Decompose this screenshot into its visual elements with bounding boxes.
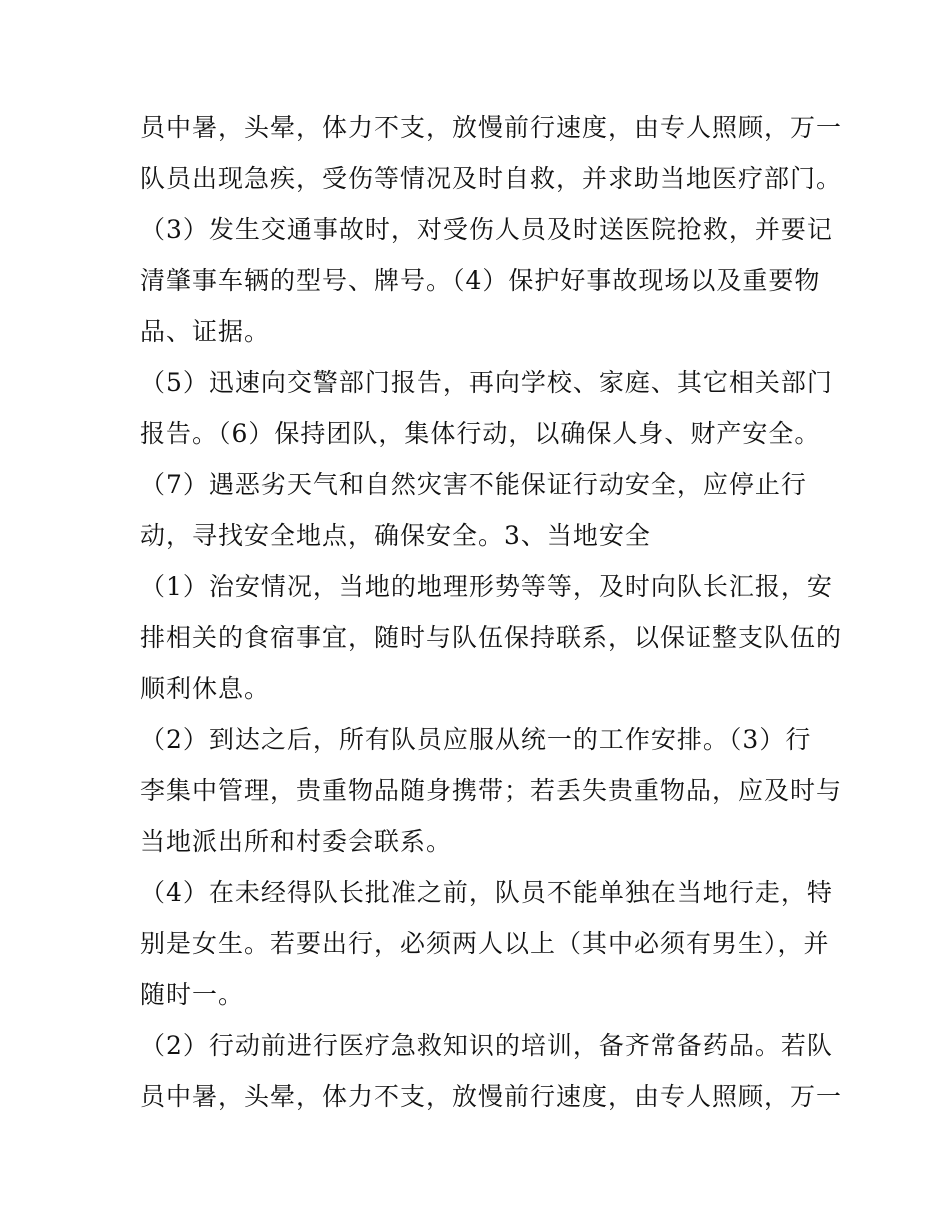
text-line: 报告。（6）保持团队，集体行动，以确保人身、财产安全。	[140, 419, 821, 448]
text-line: （1）治安情况，当地的地理形势等等，及时向队长汇报，安	[140, 572, 833, 601]
text-line: （2）到达之后，所有队员应服从统一的工作安排。（3）行	[140, 725, 812, 754]
text-line: 队员出现急疾，受伤等情况及时自救，并求助当地医疗部门。	[140, 164, 843, 193]
text-line: 品、证据。	[140, 317, 271, 346]
text-line: 顺利休息。	[140, 674, 271, 703]
text-line: （7）遇恶劣天气和自然灾害不能保证行动安全，应停止行	[140, 470, 807, 499]
text-line: 排相关的食宿事宜，随时与队伍保持联系，以保证整支队伍的	[140, 623, 843, 652]
text-line: （5）迅速向交警部门报告，再向学校、家庭、其它相关部门	[140, 368, 833, 397]
text-line: 当地派出所和村委会联系。	[140, 827, 453, 856]
text-line: 员中暑，头晕，体力不支，放慢前行速度，由专人照顾，万一	[140, 113, 843, 142]
text-line: 动，寻找安全地点，确保安全。3、当地安全	[140, 521, 651, 550]
text-line: 随时一。	[140, 980, 245, 1009]
text-line: （3）发生交通事故时，对受伤人员及时送医院抢救，并要记	[140, 215, 833, 244]
text-line: 别是女生。若要出行，必须两人以上（其中必须有男生），并	[140, 929, 830, 958]
document-body	[140, 102, 843, 1122]
text-line: （4）在未经得队长批准之前，队员不能单独在当地行走，特	[140, 878, 833, 907]
text-line: 员中暑，头晕，体力不支，放慢前行速度，由专人照顾，万一	[140, 1082, 843, 1111]
text-line: 李集中管理，贵重物品随身携带；若丢失贵重物品，应及时与	[140, 776, 843, 805]
text-line: 清肇事车辆的型号、牌号。（4）保护好事故现场以及重要物	[140, 266, 821, 295]
text-line: （2）行动前进行医疗急救知识的培训，备齐常备药品。若队	[140, 1031, 833, 1060]
